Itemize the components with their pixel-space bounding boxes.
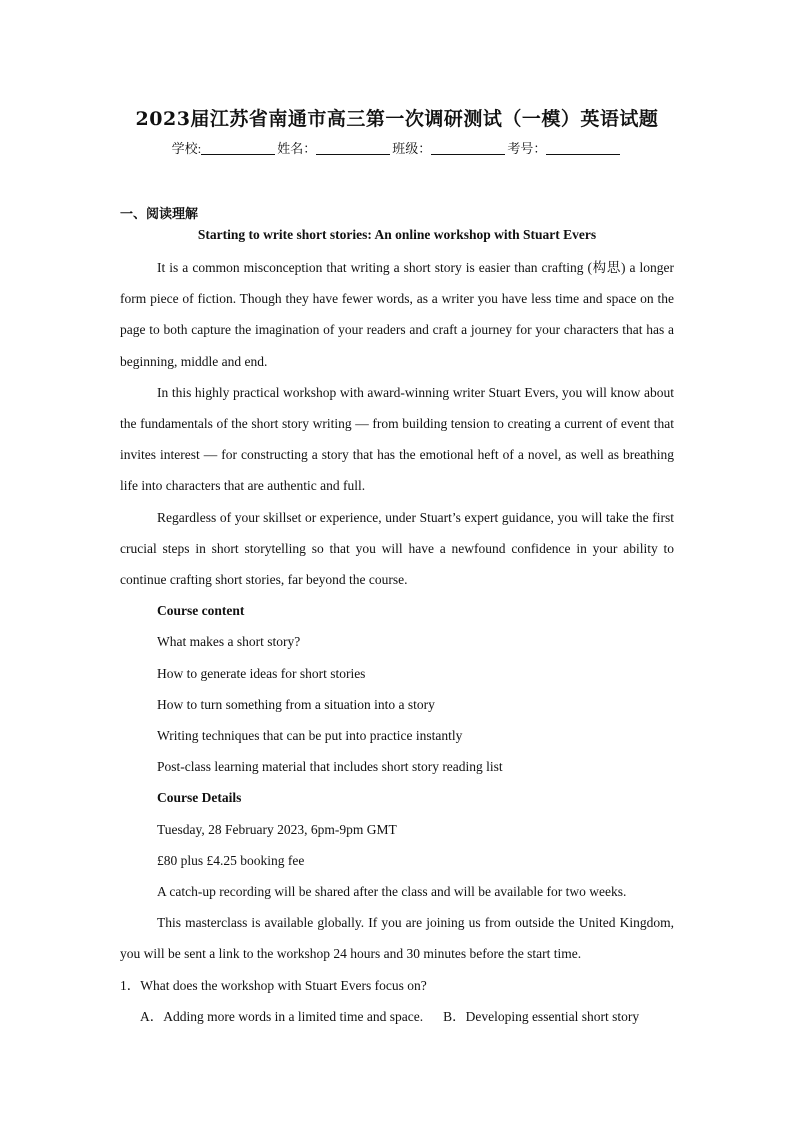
- course-details-item: £80 plus £4.25 booking fee: [157, 852, 305, 868]
- article-paragraph: Regardless of your skillset or experience, under Stuart’s expert guidance, you will take the first crucial steps in short storytelling so that you will have a newfound confidence in your ability to continue crafting short stories, far beyond the course.: [120, 509, 674, 588]
- course-details-item: Tuesday, 28 February 2023, 6pm-9pm GMT: [157, 821, 397, 837]
- course-details-heading: Course Details: [157, 790, 242, 806]
- class-blank[interactable]: [431, 142, 505, 155]
- course-content-item: Writing techniques that can be put into practice instantly: [157, 728, 463, 744]
- student-info-line: [0, 138, 794, 157]
- name-label: 姓名：: [277, 141, 317, 156]
- question-1-options: [120, 1001, 674, 1032]
- article-paragraph: It is a common misconception that writing a short story is easier than crafting (构思) a longer form piece of fiction. Though they have fewer words, as a writer you have less time and space on the page to both capture the imagination of your readers and craft a journey for your characters that has a beginning, middle and end.: [120, 260, 674, 369]
- course-content-item: Post-class learning material that includes short story reading list: [157, 759, 503, 775]
- exam-no-blank[interactable]: [546, 142, 620, 155]
- section-heading: 一、阅读理解: [120, 207, 199, 222]
- class-label: 班级：: [392, 141, 432, 156]
- question-1: 1．What does the workshop with Stuart Evers focus on?: [120, 977, 427, 993]
- course-details-item: A catch-up recording will be shared after the class and will be available for two weeks.: [157, 884, 627, 900]
- course-content-item: How to turn something from a situation into a story: [157, 696, 435, 712]
- article-title: Starting to write short stories: An online workshop with Stuart Evers: [197, 227, 597, 242]
- option-b[interactable]: B．Developing essential short story: [443, 1008, 640, 1024]
- name-blank[interactable]: [316, 142, 390, 155]
- option-a[interactable]: A．Adding more words in a limited time and space.: [140, 1008, 424, 1024]
- closing-paragraph: This masterclass is available globally. If you are joining us from outside the United Kingdom, you will be sent a link to the workshop 24 hours and 30 minutes before the start time.: [120, 915, 674, 962]
- course-content-heading: Course content: [157, 603, 245, 619]
- exam-title: 2023届江苏省南通市高三第一次调研测试（一模）英语试题: [135, 108, 659, 130]
- course-content-item: How to generate ideas for short stories: [157, 665, 366, 681]
- school-label: 学校:: [171, 141, 202, 156]
- article-body: [120, 252, 674, 1032]
- school-blank[interactable]: [201, 142, 275, 155]
- exam-no-label: 考号：: [507, 141, 547, 156]
- article-paragraph: In this highly practical workshop with award-winning writer Stuart Evers, you will know about the fundamentals of the short story writing — from building tension to creating a current of event that invites interest — for constructing a story that has the emotional heft of a novel, as well as breathing life into characters that are authentic and full.: [120, 384, 674, 494]
- course-content-item: What makes a short story?: [157, 634, 301, 650]
